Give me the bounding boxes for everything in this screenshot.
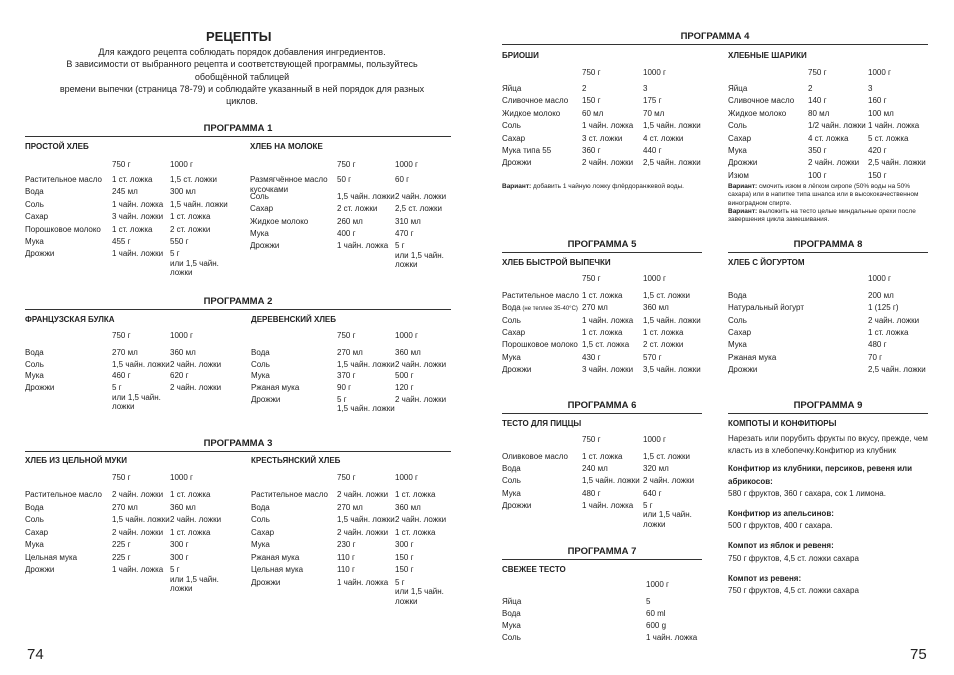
ingredient-amount: 2 чайн. ложки bbox=[582, 158, 634, 168]
ingredient-name: Порошковое молоко bbox=[25, 224, 101, 234]
ingredient-amount: 300 г bbox=[170, 552, 189, 562]
ingredient-amount: 60 г bbox=[395, 175, 410, 184]
column-header: 750 г bbox=[112, 160, 131, 169]
ingredient-amount: 430 г bbox=[582, 352, 601, 362]
ingredient-amount: 1,5 ст. ложки bbox=[643, 291, 691, 300]
ingredient-amount: 2 чайн. ложки bbox=[170, 383, 222, 393]
ingredient-name: Натуральный йогурт bbox=[728, 303, 804, 313]
ingredient-amount: 80 мл bbox=[808, 108, 830, 118]
ingredient-amount: 150 г bbox=[582, 96, 601, 106]
ingredient-amount: 260 мл bbox=[337, 216, 363, 226]
ingredient-name: Вода bbox=[25, 187, 44, 197]
ingredient-amount: 5 г или 1,5 чайн. ложки bbox=[170, 565, 219, 593]
ingredient-name: Сахар bbox=[25, 527, 49, 537]
ingredient-amount: 1,5 чайн. ложки bbox=[337, 191, 395, 201]
ingredient-name: Вода bbox=[251, 348, 270, 357]
program-8-header: ПРОГРАММА 8 bbox=[728, 239, 928, 253]
ingredient-amount: 225 г bbox=[112, 552, 131, 562]
ingredient-amount: 1 ст. ложка bbox=[112, 175, 153, 184]
ingredient-amount: 2 чайн. ложки bbox=[337, 490, 389, 499]
ingredient-name: Растительное масло bbox=[502, 291, 579, 300]
ingredient-amount: 270 мл bbox=[112, 502, 138, 512]
ingredient-amount: 5 г или 1,5 чайн. ложки bbox=[643, 500, 692, 529]
ingredient-amount: 360 мл bbox=[395, 348, 421, 357]
ingredient-name: Вода bbox=[502, 464, 521, 474]
ingredient-name: Соль bbox=[502, 633, 521, 642]
ingredient-amount: 2 bbox=[582, 84, 587, 93]
ingredient-amount: 2 чайн. ложки bbox=[112, 490, 164, 499]
ingredient-name: Сахар bbox=[502, 133, 526, 143]
program-6-header: ПРОГРАММА 6 bbox=[502, 400, 702, 414]
column-header: 1000 г bbox=[395, 331, 418, 340]
column-header: 1000 г bbox=[170, 473, 193, 482]
ingredient-amount: 3 bbox=[868, 84, 873, 93]
ingredient-amount: 300 г bbox=[170, 540, 189, 549]
recipe-title: ХЛЕБНЫЕ ШАРИКИ bbox=[728, 51, 807, 60]
ingredient-name: Соль bbox=[728, 121, 747, 131]
ingredient-amount: 1,5 чайн. ложки bbox=[643, 121, 701, 131]
ingredient-amount: 2 чайн. ложки bbox=[395, 394, 447, 404]
column-header: 1000 г bbox=[395, 473, 418, 482]
ingredient-name: Соль bbox=[250, 191, 269, 201]
column-header: 1000 г bbox=[646, 580, 669, 589]
ingredient-amount: 470 г bbox=[395, 228, 414, 238]
ingredient-name: Изюм bbox=[728, 170, 749, 180]
ingredient-amount: 270 мл bbox=[582, 303, 608, 313]
ingredient-amount: 310 мл bbox=[395, 216, 421, 226]
ingredient-amount: 300 мл bbox=[170, 187, 196, 197]
column-header: 1000 г bbox=[643, 435, 666, 444]
ingredient-name: Соль bbox=[502, 121, 521, 131]
ingredient-amount: 150 г bbox=[868, 170, 887, 180]
recipe-title: ДЕРЕВЕНСКИЙ ХЛЕБ bbox=[251, 315, 337, 324]
ingredient-amount: 160 г bbox=[868, 96, 887, 106]
ingredient-amount: 1 чайн. ложка bbox=[112, 199, 164, 209]
ingredient-amount: 230 г bbox=[337, 540, 356, 549]
ingredient-amount: 1 ст. ложка bbox=[170, 527, 211, 537]
ingredient-name: Растительное масло bbox=[25, 175, 102, 184]
column-header: 750 г bbox=[337, 473, 356, 482]
water-temp-note: (не теплее 35-40°C) bbox=[520, 306, 578, 313]
column-header: 750 г bbox=[337, 331, 356, 340]
ingredient-amount: 1 чайн. ложка bbox=[112, 565, 164, 574]
ingredient-name: Соль bbox=[502, 315, 521, 325]
ingredient-amount: 3,5 чайн. ложки bbox=[643, 364, 701, 374]
ingredient-name: Сливочное масло bbox=[502, 96, 569, 106]
ingredient-name: Вода bbox=[251, 502, 270, 512]
column-header: 750 г bbox=[808, 68, 827, 77]
ingredient-amount: 50 г bbox=[337, 175, 352, 184]
ingredient-amount: 300 г bbox=[395, 540, 414, 549]
ingredient-name: Дрожжи bbox=[25, 565, 55, 574]
page-number: 74 bbox=[27, 646, 44, 663]
column-header: 1000 г bbox=[643, 68, 666, 77]
column-header: 750 г bbox=[582, 435, 601, 444]
ingredient-amount: 270 мл bbox=[337, 348, 363, 357]
ingredient-amount: 1,5 чайн. ложки bbox=[170, 199, 228, 209]
ingredient-amount: 2,5 чайн. ложки bbox=[868, 364, 926, 374]
ingredient-amount: 150 г bbox=[395, 552, 414, 562]
ingredient-name: Дрожжи bbox=[25, 249, 55, 259]
ingredient-amount: 1,5 чайн. ложки bbox=[643, 315, 701, 325]
ingredient-amount: 1 чайн. ложка bbox=[582, 121, 634, 131]
ingredient-amount: 1 чайн. ложка bbox=[337, 577, 389, 587]
ingredient-amount: 1,5 чайн. ложки bbox=[337, 515, 395, 524]
recipe-title: ХЛЕБ ИЗ ЦЕЛЬНОЙ МУКИ bbox=[25, 456, 128, 465]
ingredient-amount: 480 г bbox=[582, 488, 601, 498]
ingredient-name: Мука bbox=[25, 237, 44, 246]
recipe-title: ХЛЕБ НА МОЛОКЕ bbox=[250, 142, 323, 151]
ingredient-amount: 3 bbox=[643, 84, 648, 93]
ingredient-name: Жидкое молоко bbox=[728, 108, 787, 118]
ingredient-amount: 70 г bbox=[868, 352, 883, 362]
ingredient-amount: 225 г bbox=[112, 540, 131, 549]
ingredient-amount: 1 ст. ложка bbox=[170, 490, 211, 499]
ingredient-name: Порошковое молоко bbox=[502, 340, 578, 350]
ingredient-name: Дрожжи bbox=[251, 394, 281, 404]
ingredient-name: Яйца bbox=[728, 84, 748, 93]
ingredient-name: Соль bbox=[502, 476, 521, 486]
ingredient-name: Яйца bbox=[502, 597, 522, 606]
ingredient-name: Мука bbox=[502, 488, 521, 498]
column-header: 750 г bbox=[112, 331, 131, 340]
recipe-title: СВЕЖЕЕ ТЕСТО bbox=[502, 565, 566, 574]
ingredient-amount: 2 ст. ложки bbox=[337, 204, 378, 214]
ingredient-amount: 2 чайн. ложки bbox=[395, 359, 447, 369]
ingredient-amount: 1 (125 г) bbox=[868, 303, 899, 313]
ingredient-amount: 3 ст. ложки bbox=[582, 133, 623, 143]
ingredient-amount: 100 мл bbox=[868, 108, 894, 118]
ingredient-amount: 1/2 чайн. ложки bbox=[808, 121, 866, 131]
ingredient-name: Цельная мука bbox=[251, 565, 304, 574]
ingredient-amount: 60 ml bbox=[646, 609, 666, 618]
ingredient-name: Мука bbox=[728, 146, 747, 155]
ingredient-amount: 2 чайн. ложки bbox=[112, 527, 164, 537]
ingredient-amount: 175 г bbox=[643, 96, 662, 106]
ingredient-amount: 5 г или 1,5 чайн. ложки bbox=[170, 249, 219, 278]
intro-text: Для каждого рецепта соблюдать порядок добавления ингредиентов. В зависимости от выбранного рецепта и соответствующей программы, пользуйтесь обобщённой таблицей времени выпечки (страница 78-79) и соблюдайте указанный в ней порядок для разных циклов. bbox=[59, 47, 425, 107]
ingredient-amount: 370 г bbox=[337, 371, 356, 381]
column-header: 750 г bbox=[112, 473, 131, 482]
recipe-title: КОМПОТЫ И КОНФИТЮРЫ bbox=[728, 419, 837, 428]
ingredient-amount: 3 чайн. ложки bbox=[112, 212, 164, 222]
ingredient-amount: 460 г bbox=[112, 371, 131, 381]
recipe-title: ФРАНЦУЗСКАЯ БУЛКА bbox=[25, 315, 115, 324]
jam-section: Нарезать или порубить фрукты по вкусу, прежде, чем класть из в хлебопечку.Конфитюр из клубник Конфитюр из клубники, персиков, ревеня или абрикосов: 580 г фруктов, 360 г сахара, сок 1 лимона. Конфитюр из апельсинов: 500 г фруктов, 400 г сахара. Компот из яблок и ревеня: 750 г фруктов, 4,5 ст. ложки сахара Компот из ревеня: 750 г фруктов, 4,5 ст. ложки сахара bbox=[728, 434, 928, 596]
ingredient-amount: 1 ст. ложка bbox=[868, 327, 909, 337]
ingredient-amount: 5 г или 1,5 чайн. ложки bbox=[395, 241, 444, 270]
ingredient-amount: 1 ст. ложка bbox=[170, 212, 211, 222]
recipe-title: ТЕСТО ДЛЯ ПИЦЦЫ bbox=[502, 419, 582, 428]
ingredient-name: Вода bbox=[25, 348, 44, 357]
ingredient-name: Цельная мука bbox=[25, 552, 78, 562]
ingredient-amount: 110 г bbox=[337, 552, 355, 562]
variant-note: Вариант: добавить 1 чайную ложку флёрдоранжевой воды. bbox=[502, 183, 684, 190]
ingredient-amount: 2,5 чайн. ложки bbox=[643, 158, 701, 168]
ingredient-amount: 2 чайн. ложки bbox=[868, 315, 920, 325]
ingredient-amount: 400 г bbox=[337, 228, 356, 238]
ingredient-amount: 550 г bbox=[170, 237, 189, 246]
ingredient-name: Вода (не теплее 35-40°C) bbox=[502, 303, 578, 313]
ingredient-name: Оливковое масло bbox=[502, 452, 568, 461]
recipe-title: ХЛЕБ БЫСТРОЙ ВЫПЕЧКИ bbox=[502, 258, 611, 267]
ingredient-amount: 4 ст. ложка bbox=[808, 133, 849, 143]
ingredient-name: Дрожжи bbox=[502, 158, 532, 168]
ingredient-amount: 360 мл bbox=[170, 348, 196, 357]
ingredient-name: Сахар bbox=[251, 527, 275, 537]
ingredient-name: Сахар bbox=[728, 327, 752, 337]
ingredient-amount: 140 г bbox=[808, 96, 827, 106]
ingredient-amount: 150 г bbox=[395, 565, 414, 574]
ingredient-amount: 570 г bbox=[643, 352, 662, 362]
program-9-header: ПРОГРАММА 9 bbox=[728, 400, 928, 414]
ingredient-name: Мука bbox=[251, 371, 270, 381]
column-header: 750 г bbox=[582, 274, 601, 283]
ingredient-amount: 2,5 чайн. ложки bbox=[868, 158, 926, 168]
ingredient-amount: 1 ст. ложка bbox=[582, 452, 623, 461]
ingredient-amount: 245 мл bbox=[112, 187, 138, 197]
ingredient-amount: 5 ст. ложка bbox=[868, 133, 909, 143]
recipe-title: КРЕСТЬЯНСКИЙ ХЛЕБ bbox=[251, 456, 341, 465]
ingredient-amount: 2 bbox=[808, 84, 813, 93]
ingredient-amount: 1 чайн. ложка bbox=[582, 500, 634, 510]
ingredient-name: Мука bbox=[25, 371, 44, 381]
ingredient-amount: 320 мл bbox=[643, 464, 669, 474]
ingredient-name: Вода bbox=[728, 291, 747, 300]
ingredient-name: Мука bbox=[250, 228, 269, 238]
ingredient-name: Жидкое молоко bbox=[250, 216, 309, 226]
ingredient-name: Ржаная мука bbox=[251, 552, 300, 562]
ingredient-amount: 1 ст. ложка bbox=[395, 527, 436, 537]
ingredient-amount: 5 bbox=[646, 597, 651, 606]
ingredient-amount: 1,5 ст. ложки bbox=[170, 175, 218, 184]
ingredient-name: Дрожжи bbox=[728, 364, 758, 374]
program-4-header: ПРОГРАММА 4 bbox=[502, 31, 928, 45]
ingredient-name: Соль bbox=[251, 359, 270, 369]
ingredient-name: Вода bbox=[502, 609, 521, 618]
ingredient-name: Мука bbox=[25, 540, 44, 549]
ingredient-amount: 1 чайн. ложка bbox=[646, 633, 698, 642]
ingredient-name: Дрожжи bbox=[728, 158, 758, 168]
ingredient-name: Дрожжи bbox=[25, 383, 55, 393]
ingredient-name: Мука bbox=[502, 621, 521, 630]
ingredient-amount: 110 г bbox=[337, 565, 355, 574]
ingredient-name: Мука типа 55 bbox=[502, 146, 552, 155]
ingredient-amount: 2 чайн. ложки bbox=[643, 476, 695, 486]
page-number: 75 bbox=[910, 646, 927, 663]
column-header: 1000 г bbox=[170, 331, 193, 340]
ingredient-name: Соль bbox=[25, 199, 44, 209]
ingredient-amount: 455 г bbox=[112, 237, 131, 246]
page-title: РЕЦЕПТЫ bbox=[206, 29, 272, 44]
ingredient-amount: 440 г bbox=[643, 146, 662, 155]
ingredient-amount: 360 мл bbox=[170, 502, 196, 512]
ingredient-amount: 5 г или 1,5 чайн. ложки bbox=[112, 383, 161, 412]
ingredient-name: Жидкое молоко bbox=[502, 108, 561, 118]
ingredient-amount: 350 г bbox=[808, 146, 827, 155]
ingredient-name: Дрожжи bbox=[502, 500, 532, 510]
ingredient-amount: 1,5 ст. ложка bbox=[582, 340, 630, 350]
ingredient-amount: 640 г bbox=[643, 488, 662, 498]
ingredient-amount: 1,5 ст. ложки bbox=[643, 452, 691, 461]
ingredient-amount: 4 ст. ложки bbox=[643, 133, 684, 143]
ingredient-amount: 2 ст. ложки bbox=[170, 224, 211, 234]
recipe-title: ХЛЕБ С ЙОГУРТОМ bbox=[728, 258, 805, 267]
ingredient-amount: 1 чайн. ложки bbox=[112, 249, 164, 259]
ingredient-amount: 1 ст. ложка bbox=[643, 327, 684, 337]
ingredient-name: Дрожжи bbox=[251, 577, 281, 587]
ingredient-amount: 360 мл bbox=[643, 303, 669, 313]
ingredient-amount: 1 ст. ложка bbox=[582, 291, 623, 300]
ingredient-amount: 1 ст. ложка bbox=[582, 327, 623, 337]
ingredient-amount: 500 г bbox=[395, 371, 414, 381]
ingredient-amount: 100 г bbox=[808, 170, 827, 180]
ingredient-amount: 270 мл bbox=[112, 348, 138, 357]
ingredient-amount: 2 чайн. ложки bbox=[337, 527, 389, 537]
ingredient-amount: 600 g bbox=[646, 621, 667, 630]
program-2-header: ПРОГРАММА 2 bbox=[25, 296, 451, 310]
ingredient-name: Ржаная мука bbox=[728, 352, 777, 362]
ingredient-amount: 2,5 ст. ложки bbox=[395, 204, 443, 214]
variant-note: Вариант: смочить изюм в лёгком сиропе (50% воды на 50% сахара) или в напитке типа шнапса или в высококачественном виноградном спирте. Вариант: выложить на тесто целые миндальные орехи после завершения цикла замешивания. bbox=[728, 183, 919, 224]
ingredient-amount: 270 мл bbox=[337, 502, 363, 512]
ingredient-name: Размягчённое масло кусочками bbox=[250, 175, 328, 194]
ingredient-amount: 120 г bbox=[395, 383, 414, 393]
ingredient-name: Мука bbox=[728, 340, 747, 350]
ingredient-amount: 360 г bbox=[582, 146, 601, 155]
ingredient-name: Дрожжи bbox=[502, 364, 532, 374]
ingredient-name: Сливочное масло bbox=[728, 96, 795, 106]
recipe-title: ПРОСТОЙ ХЛЕБ bbox=[25, 142, 89, 151]
ingredient-name: Сахар bbox=[502, 327, 526, 337]
ingredient-amount: 90 г bbox=[337, 383, 352, 393]
ingredient-amount: 2 чайн. ложки bbox=[808, 158, 860, 168]
ingredient-amount: 70 мл bbox=[643, 108, 665, 118]
column-header: 750 г bbox=[337, 160, 356, 169]
program-5-header: ПРОГРАММА 5 bbox=[502, 239, 702, 253]
ingredient-amount: 1 ст. ложка bbox=[112, 224, 153, 234]
ingredient-name: Соль bbox=[251, 515, 270, 524]
ingredient-name: Растительное масло bbox=[25, 490, 102, 499]
ingredient-name: Яйца bbox=[502, 84, 522, 93]
ingredient-name: Мука bbox=[502, 352, 521, 362]
program-1-header: ПРОГРАММА 1 bbox=[25, 123, 451, 137]
column-header: 1000 г bbox=[868, 274, 891, 283]
program-7-header: ПРОГРАММА 7 bbox=[502, 546, 702, 560]
recipe-title: БРИОШИ bbox=[502, 51, 539, 60]
ingredient-amount: 420 г bbox=[868, 146, 887, 155]
ingredient-amount: 2 чайн. ложки bbox=[170, 515, 222, 524]
ingredient-name: Сахар bbox=[728, 133, 752, 143]
ingredient-name: Мука bbox=[251, 540, 270, 549]
ingredient-name: Сахар bbox=[25, 212, 49, 222]
ingredient-amount: 5 г 1,5 чайн. ложки bbox=[337, 394, 395, 414]
program-3-header: ПРОГРАММА 3 bbox=[25, 438, 451, 452]
ingredient-amount: 200 мл bbox=[868, 291, 894, 300]
column-header: 750 г bbox=[582, 68, 601, 77]
ingredient-name: Сахар bbox=[250, 204, 274, 214]
ingredient-amount: 1 чайн. ложка bbox=[582, 315, 634, 325]
ingredient-name: Вода bbox=[25, 502, 44, 512]
ingredient-amount: 2 чайн. ложки bbox=[170, 359, 222, 369]
ingredient-name: Ржаная мука bbox=[251, 383, 300, 393]
ingredient-amount: 60 мл bbox=[582, 108, 604, 118]
ingredient-amount: 620 г bbox=[170, 371, 189, 381]
ingredient-amount: 5 г или 1,5 чайн. ложки bbox=[395, 577, 444, 606]
ingredient-name: Соль bbox=[25, 515, 44, 524]
ingredient-amount: 360 мл bbox=[395, 502, 421, 512]
ingredient-amount: 2 ст. ложки bbox=[643, 340, 684, 350]
ingredient-amount: 1 чайн. ложка bbox=[337, 241, 389, 251]
column-header: 1000 г bbox=[395, 160, 418, 169]
ingredient-amount: 240 мл bbox=[582, 464, 608, 474]
ingredient-amount: 480 г bbox=[868, 340, 887, 350]
column-header: 1000 г bbox=[643, 274, 666, 283]
ingredient-amount: 3 чайн. ложки bbox=[582, 364, 634, 374]
ingredient-amount: 2 чайн. ложки bbox=[395, 515, 447, 524]
ingredient-amount: 1 чайн. ложка bbox=[868, 121, 920, 131]
ingredient-amount: 1,5 чайн. ложки bbox=[112, 515, 170, 524]
ingredient-name: Соль bbox=[25, 359, 44, 369]
ingredient-amount: 1,5 чайн. ложки bbox=[582, 476, 640, 486]
ingredient-name: Растительное масло bbox=[251, 490, 328, 499]
ingredient-amount: 1,5 чайн. ложки bbox=[112, 359, 170, 369]
column-header: 1000 г bbox=[170, 160, 193, 169]
column-header: 1000 г bbox=[868, 68, 891, 77]
ingredient-amount: 2 чайн. ложки bbox=[395, 191, 447, 201]
ingredient-amount: 1 ст. ложка bbox=[395, 490, 436, 499]
ingredient-name: Соль bbox=[728, 315, 747, 325]
ingredient-amount: 1,5 чайн. ложки bbox=[337, 359, 395, 369]
ingredient-name: Дрожжи bbox=[250, 241, 280, 251]
